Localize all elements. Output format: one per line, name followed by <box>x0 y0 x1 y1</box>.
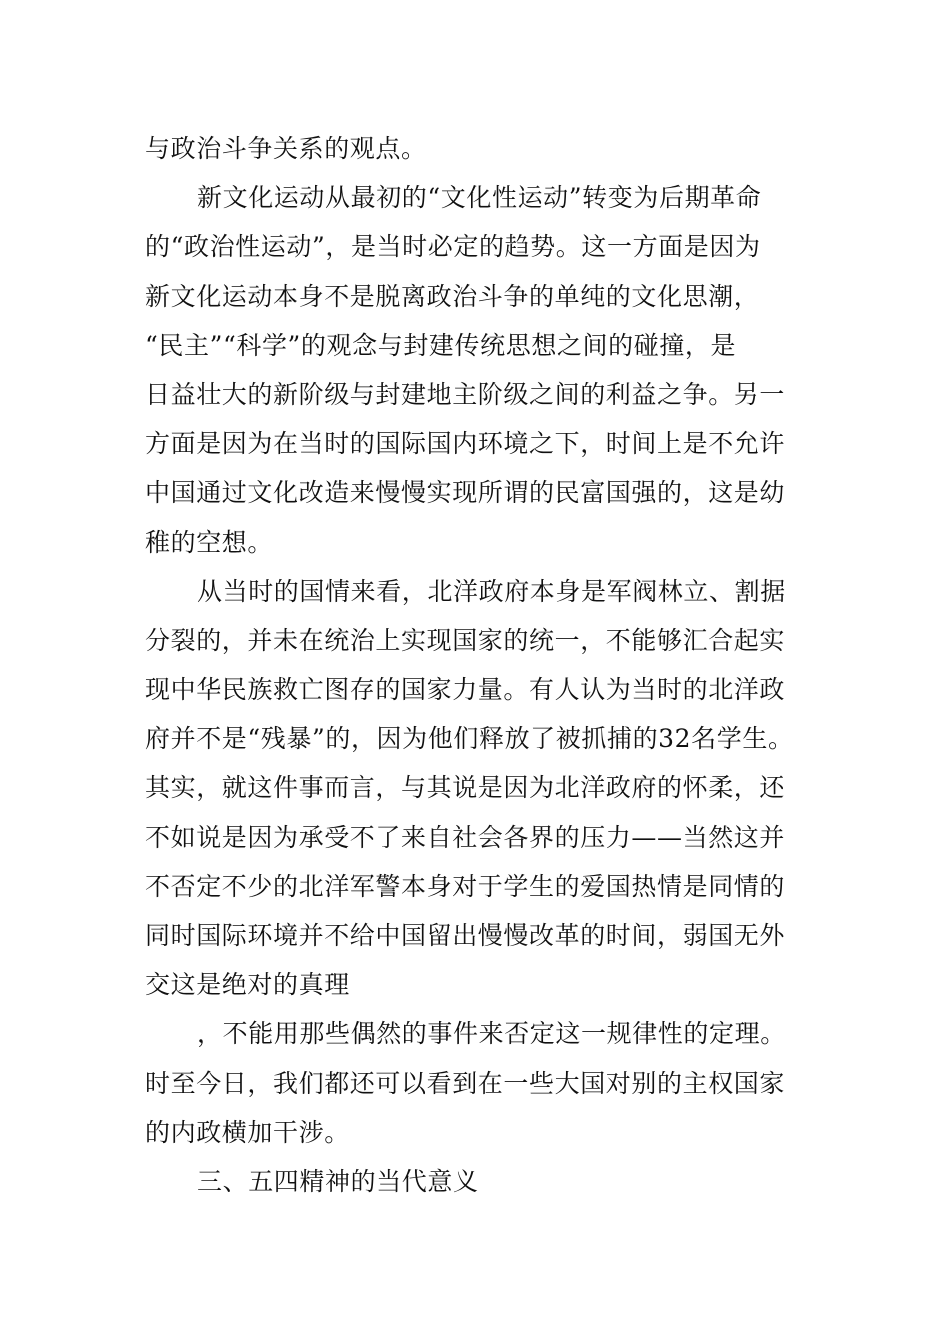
text-line: 日益壮大的新阶级与封建地主阶级之间的利益之争。另一 <box>145 379 786 409</box>
text-line: 其实，就这件事而言，与其说是因为北洋政府的怀柔，还 <box>145 773 786 803</box>
paragraph-start-line: 从当时的国情来看，北洋政府本身是军阀林立、割据 <box>197 576 786 606</box>
paragraph-start-line: 新文化运动从最初的“文化性运动”转变为后期革命 <box>197 183 762 213</box>
text-line: 不否定不少的北洋军警本身对于学生的爱国热情是同情的 <box>145 871 786 901</box>
text-line: 府并不是“残暴”的，因为他们释放了被抓捕的32名学生。 <box>145 724 794 754</box>
text-line: 稚的空想。 <box>145 527 274 557</box>
text-line: 的内政横加干涉。 <box>145 1117 350 1147</box>
section-heading: 三、五四精神的当代意义 <box>197 1166 479 1196</box>
body-text <box>145 124 845 1206</box>
text-line: 中国通过文化改造来慢慢实现所谓的民富国强的，这是幼 <box>145 478 786 508</box>
text-line: 与政治斗争关系的观点。 <box>145 134 427 163</box>
text-line: 现中华民族救亡图存的国家力量。有人认为当时的北洋政 <box>145 675 786 705</box>
text-line: 交这是绝对的真理 <box>145 970 350 1000</box>
text-line: “民主”“科学”的观念与封建传统思想之间的碰撞，是 <box>145 330 737 360</box>
text-line: 方面是因为在当时的国际国内环境之下，时间上是不允许 <box>145 429 786 459</box>
paragraph-start-line: ，不能用那些偶然的事件来否定这一规律性的定理。 <box>197 1019 786 1049</box>
text-line: 的“政治性运动”，是当时必定的趋势。这一方面是因为 <box>145 232 761 262</box>
text-line: 时至今日，我们都还可以看到在一些大国对别的主权国家 <box>145 1068 786 1098</box>
text-line: 新文化运动本身不是脱离政治斗争的单纯的文化思潮， <box>145 281 760 311</box>
text-line: 同时国际环境并不给中国留出慢慢改革的时间，弱国无外 <box>145 921 786 950</box>
text-line: 分裂的，并未在统治上实现国家的统一，不能够汇合起实 <box>145 625 786 655</box>
text-line: 不如说是因为承受不了来自社会各界的压力——当然这并 <box>145 822 786 852</box>
